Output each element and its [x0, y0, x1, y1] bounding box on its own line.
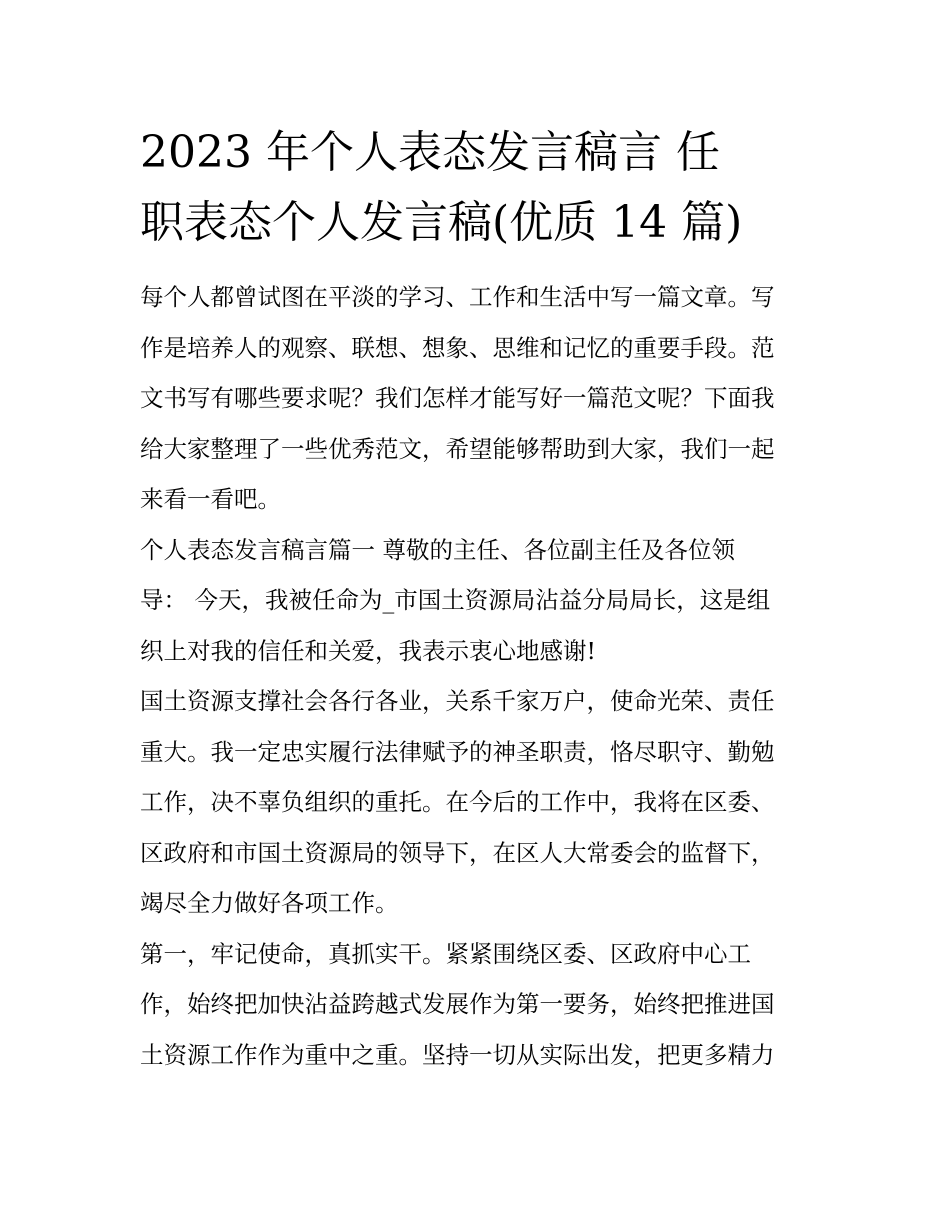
text-line: 土资源工作作为重中之重。坚持一切从实际出发，把更多精力	[140, 1040, 775, 1069]
text-line: 每个人都曾试图在平淡的学习、工作和生活中写一篇文章。写	[140, 283, 775, 311]
body-paragraph	[140, 676, 812, 929]
text-line: 织上对我的信任和关爱，我表示衷心地感谢!	[140, 636, 596, 665]
text-line: 作是培养人的观察、联想、想象、思维和记忆的重要手段。范	[140, 333, 775, 362]
text-line: 重大。我一定忠实履行法律赋予的神圣职责，恪尽职守、勤勉	[140, 737, 775, 766]
text-line: 工作，决不辜负组织的重托。在今后的工作中，我将在区委、	[140, 788, 775, 816]
document-body	[140, 118, 812, 1080]
text-line: 第一，牢记使命，真抓实干。紧紧围绕区委、区政府中心工	[140, 939, 751, 968]
title-line: 职表态个人发言稿(优质 14 篇)	[140, 197, 743, 248]
text-line: 来看一看吧。	[140, 485, 281, 513]
text-line: 导： 今天，我被任命为_市国土资源局沾益分局局长，这是组	[140, 586, 771, 614]
document-title	[140, 118, 812, 258]
text-line: 国土资源支撑社会各行各业，关系千家万户，使命光荣、责任	[140, 687, 775, 715]
text-line: 给大家整理了一些优秀范文，希望能够帮助到大家，我们一起	[140, 434, 775, 463]
text-line: 竭尽全力做好各项工作。	[140, 889, 399, 917]
text-line: 文书写有哪些要求呢？我们怎样才能写好一篇范文呢？下面我	[140, 384, 775, 412]
text-line: 个人表态发言稿言篇一 尊敬的主任、各位副主任及各位领	[140, 535, 735, 564]
text-line: 作，始终把加快沾益跨越式发展作为第一要务，始终把推进国	[140, 990, 775, 1018]
body-paragraph	[140, 929, 812, 1081]
text-line: 区政府和市国土资源局的领导下，在区人大常委会的监督下，	[140, 838, 775, 867]
intro-paragraph	[140, 272, 812, 525]
section-one-opening-paragraph	[140, 525, 812, 677]
title-line: 2023 年个人表态发言稿言 任	[140, 127, 720, 178]
